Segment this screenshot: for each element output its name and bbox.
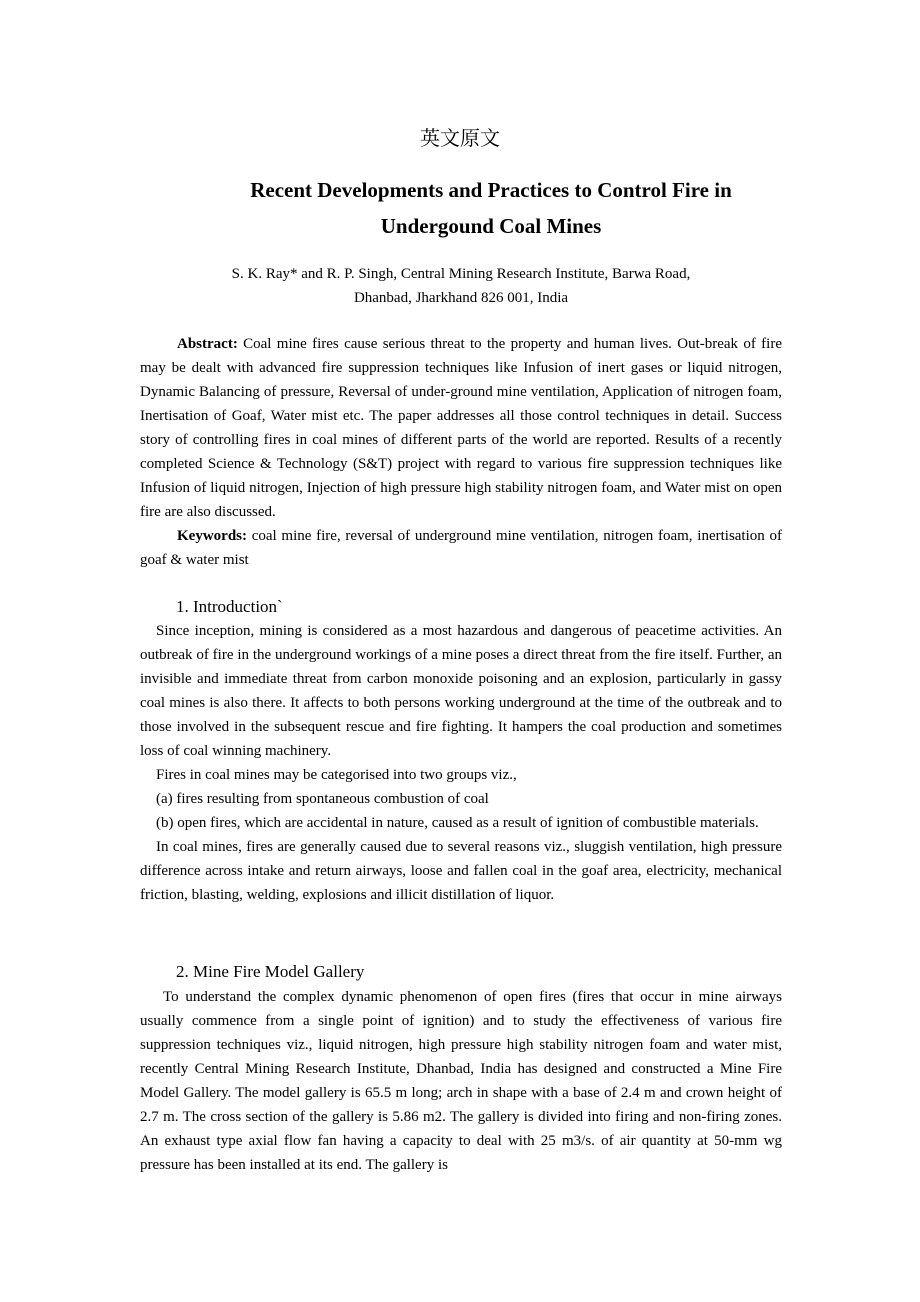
gallery-paragraph: To understand the complex dynamic phenomenon of open fires (fires that occur in mine airways usually commence from a single point of ignition) and to study the effectiveness of various fire suppression techniques viz., liquid nitrogen, high pressure high stability nitrogen foam and water mist, recently Central Mining Research Institute, Dhanbad, India has designed and constructed a Mine Fire Model Gallery. The model gallery is 65.5 m long; arch in shape with a base of 2.4 m and crown height of 2.7 m. The cross section of the gallery is 5.86 m2. The gallery is divided into firing and non-firing zones. An exhaust type axial flow fan having a capacity to deal with 25 m3/s. of air quantity at 50-mm wg pressure has been installed at its end. The gallery is (140, 989, 782, 1173)
keywords-text: coal mine fire, reversal of underground mine ventilation, nitrogen foam, inertisation of goaf & water mist (140, 528, 782, 568)
abstract-text: Coal mine fires cause serious threat to the property and human lives. Out-break of fire may be dealt with advanced fire suppression techniques like Infusion of inert gases or liquid nitrogen, Dynamic Balancing of pressure, Reversal of under-ground mine ventilation, Application of nitrogen foam, Inertisation of Goaf, Water mist etc. The paper addresses all those control techniques in detail. Success story of controlling fires in coal mines of different parts of the world are reported. Results of a recently completed Science & Technology (S&T) project with regard to various fire suppression techniques like Infusion of liquid nitrogen, Injection of high pressure high stability nitrogen foam, and Water mist on open fire are also discussed. (140, 336, 782, 520)
abstract-paragraph (140, 332, 782, 524)
section-heading-introduction: 1. Introduction` (176, 597, 283, 616)
intro-paragraph: Fires in coal mines may be categorised into two groups viz., (156, 767, 517, 783)
author-affiliation (140, 262, 782, 310)
intro-list-item: (a) fires resulting from spontaneous combustion of coal (156, 791, 489, 807)
intro-paragraph: Since inception, mining is considered as a most hazardous and dangerous of peacetime activities. An outbreak of fire in the underground workings of a mine poses a direct threat from the fire itself. Further, an invisible and immediate threat from carbon monoxide poisoning and an explosion, particularly in gassy coal mines is also there. It affects to both persons working underground at the time of the outbreak and to those involved in the subsequent rescue and fire fighting. It hampers the coal production and sometimes loss of coal winning machinery. (140, 623, 782, 759)
section-heading-model-gallery: 2. Mine Fire Model Gallery (176, 962, 365, 981)
model-gallery-body (140, 985, 782, 1177)
document-label: 英文原文 (420, 126, 500, 150)
author-line-2: Dhanbad, Jharkhand 826 001, India (353, 290, 569, 306)
introduction-body (140, 619, 782, 907)
keywords-label: Keywords: (177, 528, 247, 544)
author-line-1: S. K. Ray* and R. P. Singh, Central Mining Research Institute, Barwa Road, (231, 266, 691, 282)
paper-title: Recent Developments and Practices to Control Fire in Undergound Coal Mines (250, 178, 732, 238)
intro-paragraph: In coal mines, fires are generally caused due to several reasons viz., sluggish ventilation, high pressure difference across intake and return airways, loose and fallen coal in the goaf area, electricity, mechanical friction, blasting, welding, explosions and illicit distillation of liquor. (140, 839, 782, 903)
abstract-section (140, 332, 782, 572)
intro-list-item: (b) open fires, which are accidental in nature, caused as a result of ignition of combustible materials. (156, 815, 759, 831)
abstract-label: Abstract: (177, 336, 238, 352)
keywords-paragraph (140, 524, 782, 572)
